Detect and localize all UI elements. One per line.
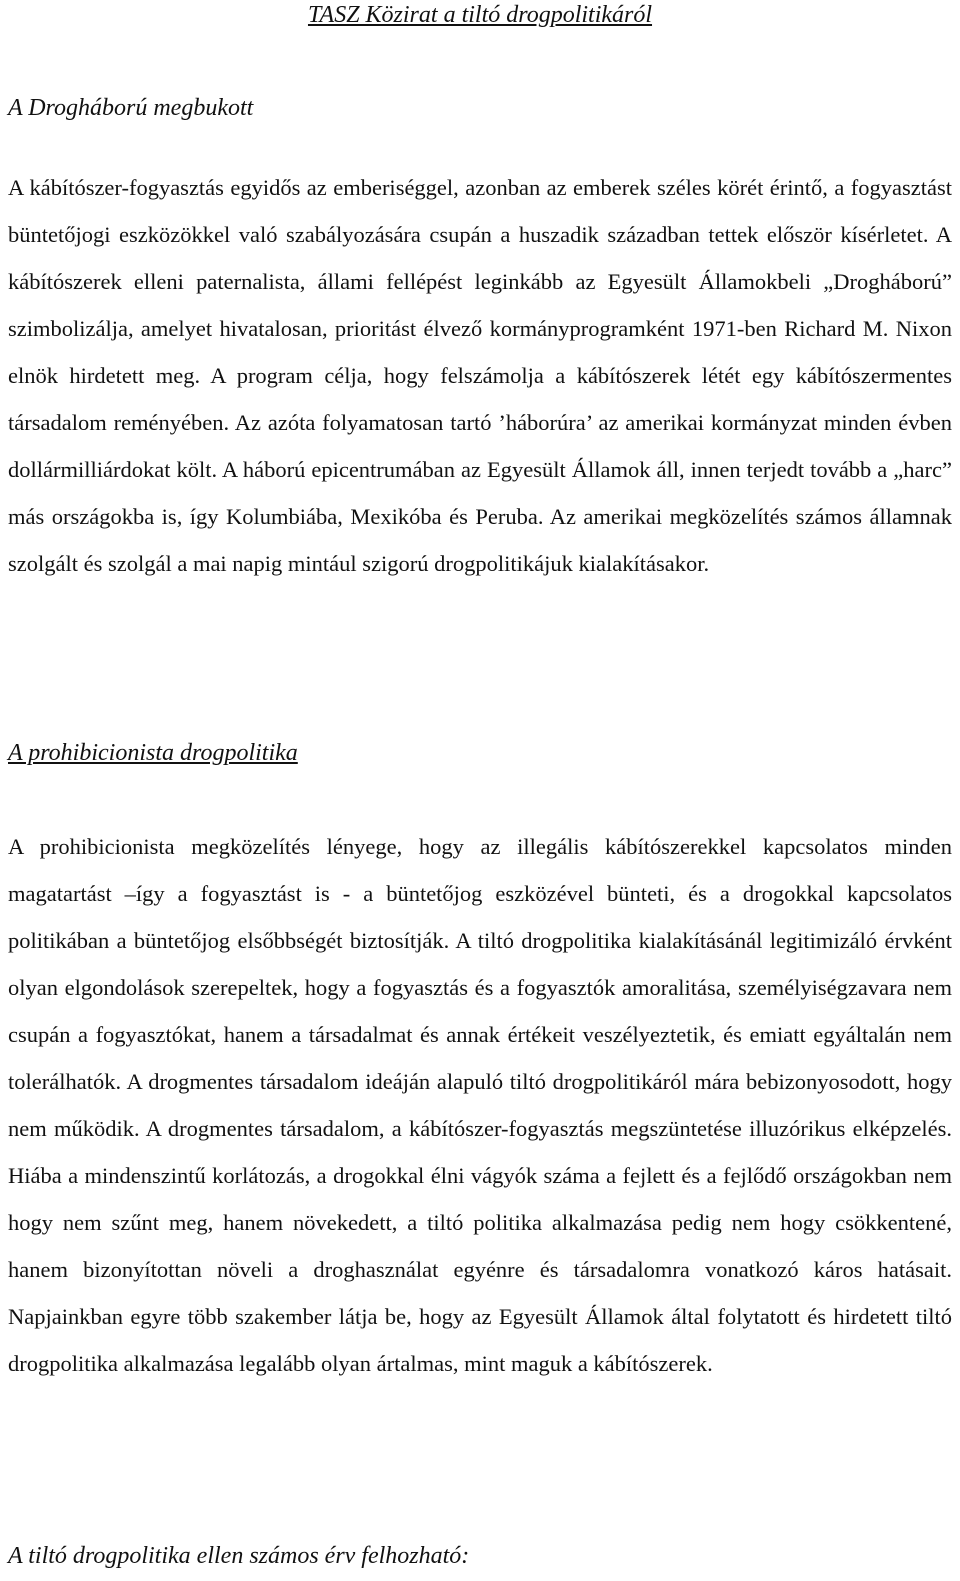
document-title: TASZ Közirat a tiltó drogpolitikáról xyxy=(307,2,653,28)
paragraph-prohibicionista: A prohibicionista megközelítés lényege, hogy az illegális kábítószerekkel kapcsolatos minden magatartást –így a fogyasztást is - a büntetőjog eszközével bünteti, és a drogokkal kapcsolatos politikában a büntetőjog elsőbbségét biztosítják. A tiltó drogpolitika kialakításánál legitimizáló érvként olyan elgondolások szerepeltek, hogy a fogyasztás és a fogyasztók amoralitása, személyiségzavara nem csupán a fogyasztókat, hanem a társadalmat és annak értékeit veszélyeztetik, és emiatt egyáltalán nem tolerálhatók. A drogmentes társadalom ideáján alapuló tiltó drogpolitikáról mára bebizonyosodott, hogy nem működik. A drogmentes társadalom, a kábítószer-fogyasztás megszüntetése illuzórikus elképzelés. Hiába a mindenszintű korlátozás, a drogokkal élni vágyók száma a fejlett és a fejlődő országokban nem hogy nem szűnt meg, hanem növekedett, a tiltó politika alkalmazása pedig nem hogy csökkentené, hanem bizonyítottan növeli a droghasználat egyénre és társadalomra vonatkozó káros hatásait. Napjainkban egyre több szakember látja be, hogy az Egyesült Államok által folytatott és hirdetett tiltó drogpolitika alkalmazása legalább olyan ártalmas, mint maguk a kábítószerek. xyxy=(8,834,952,1376)
section-heading-ervek: A tiltó drogpolitika ellen számos érv felhozható: xyxy=(8,1543,470,1569)
section-heading-prohibicionista: A prohibicionista drogpolitika xyxy=(8,740,298,766)
section-heading-droghaboru: A Drogháború megbukott xyxy=(8,95,254,121)
paragraph-droghaboru: A kábítószer-fogyasztás egyidős az emberiséggel, azonban az emberek széles körét érintő, a fogyasztást büntetőjogi eszközökkel való szabályozására csupán a huszadik században tettek először kísérletet. A kábítószerek elleni paternalista, állami fellépést leginkább az Egyesült Államokbeli „Drogháború” szimbolizálja, amelyet hivatalosan, prioritást élvező kormányprogramként 1971-ben Richard M. Nixon elnök hirdetett meg. A program célja, hogy felszámolja a kábítószerek létét egy kábítószermentes társadalom reményében. Az azóta folyamatosan tartó ’háborúra’ az amerikai kormányzat minden évben dollármilliárdokat költ. A háború epicentrumában az Egyesült Államok áll, innen terjedt tovább a „harc” más országokba is, így Kolumbiába, Mexikóba és Peruba. Az amerikai megközelítés számos államnak szolgált és szolgál a mai napig mintául szigorú drogpolitikájuk kialakításakor. xyxy=(8,175,952,576)
